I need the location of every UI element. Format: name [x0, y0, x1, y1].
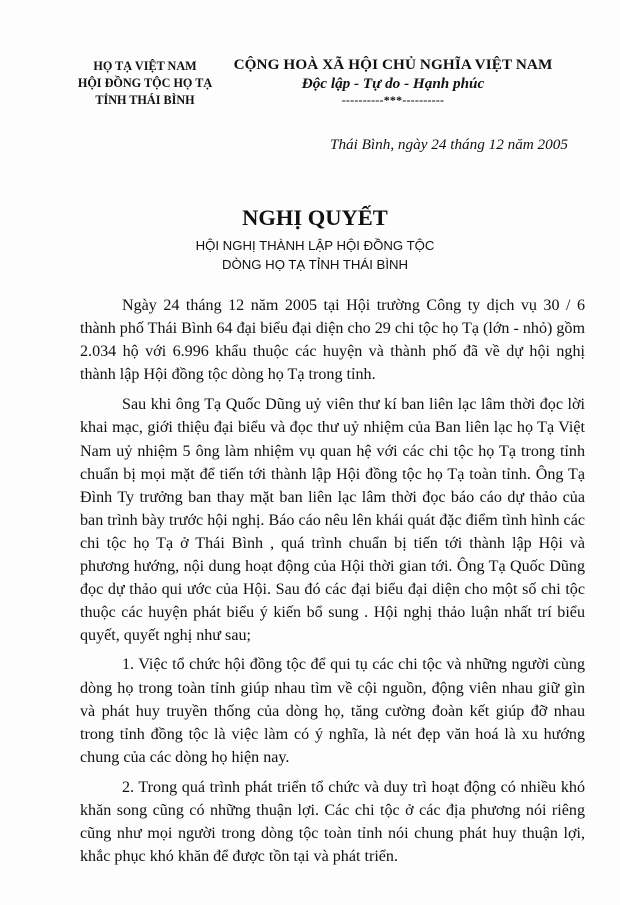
organization-header	[70, 58, 220, 109]
nation-title: CỘNG HOÀ XÃ HỘI CHỦ NGHĨA VIỆT NAM	[233, 56, 553, 73]
place-date: Thái Bình, ngày 24 tháng 12 năm 2005	[330, 136, 568, 153]
document-body	[80, 294, 585, 875]
paragraph-1: Ngày 24 tháng 12 năm 2005 tại Hội trường Công ty dịch vụ 30 / 6 thành phố Thái Bình 64 đại biểu đại diện cho 29 chi tộc họ Tạ (lớn - nhỏ) gồm 2.034 hộ với 6.996 khẩu thuộc các huyện và thành phố đã về dự hội nghị thành lập Hội đồng tộc dòng họ Tạ trong tỉnh.	[80, 297, 585, 384]
national-header	[232, 56, 554, 107]
document-title: NGHỊ QUYẾT	[242, 205, 388, 230]
nation-motto: Độc lập - Tự do - Hạnh phúc	[301, 75, 485, 92]
org-line-1: HỌ TẠ VIỆT NAM	[93, 59, 197, 73]
org-line-2: HỘI ĐỒNG TỘC HỌ TẠ	[77, 76, 213, 90]
subtitle-line-2: DÒNG HỌ TẠ TỈNH THÁI BÌNH	[221, 257, 409, 272]
document-subtitle	[120, 236, 510, 274]
subtitle-line-1: HỘI NGHỊ THÀNH LẬP HỘI ĐỒNG TỘC	[195, 238, 435, 253]
nation-divider: ----------***----------	[341, 93, 445, 107]
paragraph-2: Sau khi ông Tạ Quốc Dũng uỷ viên thư kí ban liên lạc lâm thời đọc lời khai mạc, giới thiệu đại biểu và đọc thư uỷ nhiệm của Ban liên lạc họ Tạ Việt Nam uỷ nhiệm 5 ông làm nhiệm vụ quan hệ với các chi tộc họ Tạ trong tỉnh chuẩn bị mọi mặt để tiến tới thành lập Hội đồng tộc họ Tạ toàn tỉnh. Ông Tạ Đình Ty trưởng ban thay mặt ban liên lạc lâm thời đọc báo cáo dự thảo của ban trình bày trước hội nghị. Báo cáo nêu lên khái quát đặc điểm tình hình các chi tộc họ Tạ ở Thái Bình , quá trình chuẩn bị tiến tới thành lập Hội và phương hướng, nội dung hoạt động của Hội thời gian tới. Ông Tạ Quốc Dũng đọc dự thảo qui ước của Hội. Sau đó các đại biểu đại diện cho một số chi tộc thuộc các huyện phát biểu ý kiến bổ sung . Hội nghị thảo luận nhất trí biểu quyết, quyết nghị như sau;	[80, 396, 585, 645]
paragraph-3: 1. Việc tổ chức hội đồng tộc để qui tụ các chi tộc và những người cùng dòng họ trong toàn tỉnh giúp nhau tìm về cội nguồn, động viên nhau giữ gìn và phát huy truyền thống của dòng họ, tăng cường đoàn kết giúp đỡ nhau trong tỉnh đồng tộc là việc làm có ý nghĩa, là nét đẹp văn hoá là xu hướng chung của các dòng họ hiện nay.	[80, 656, 585, 766]
org-line-3: TỈNH THÁI BÌNH	[95, 93, 195, 107]
paragraph-4: 2. Trong quá trình phát triển tổ chức và duy trì hoạt động có nhiều khó khăn song cũng có những thuận lợi. Các chi tộc ở các địa phương nói riêng cũng như mọi người trong dòng tộc toàn tỉnh nói chung phát huy thuận lợi, khắc phục khó khăn để được tồn tại và phát triển.	[80, 778, 585, 866]
